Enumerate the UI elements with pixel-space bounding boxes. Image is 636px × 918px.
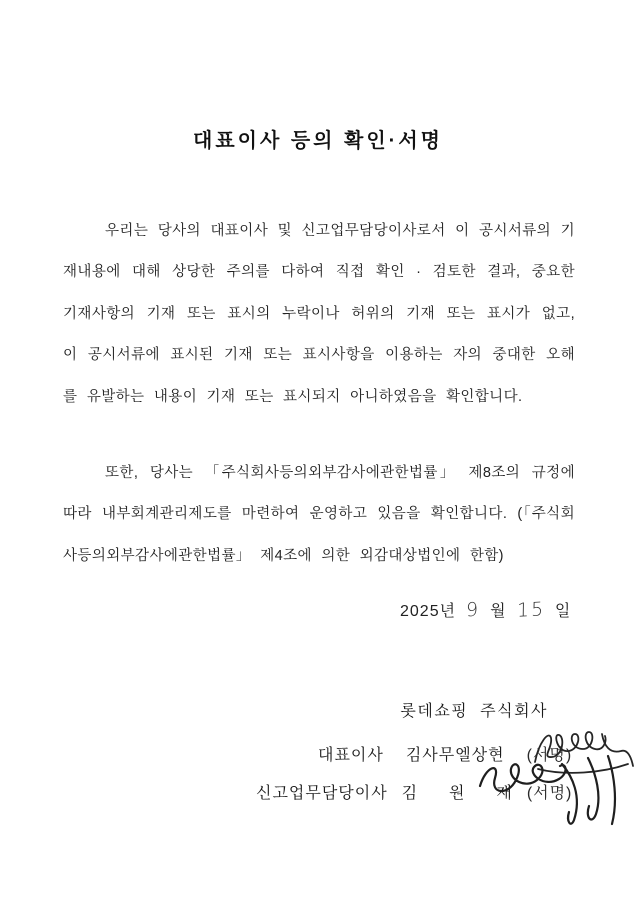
sign-label: (서명) xyxy=(526,785,573,802)
date-month-handwritten: 9 xyxy=(465,598,481,622)
signatory-role: 대표이사 xyxy=(318,747,384,764)
company-name: 롯데쇼핑 주식회사 xyxy=(400,703,548,720)
confirmation-paragraph-2: 또한, 당사는 「주식회사등의외부감사에관한법률」 제8조의 규정에 따라 내부회계관리제도를 마련하여 운영하고 있음을 확인합니다. (「주식회사등의외부감사에관한법률」 제4조에 의한 외감대상법인에 한함) xyxy=(63,464,575,564)
signatory-name: 김사무엘상현 xyxy=(405,747,505,764)
signatory-name: 김 원 재 xyxy=(401,785,513,802)
signatory-row-filing-director xyxy=(256,780,572,803)
date-day-handwritten: 15 xyxy=(516,598,545,622)
date-line xyxy=(400,598,571,621)
date-month-suffix: 월 xyxy=(490,603,507,620)
signatory-row-ceo xyxy=(318,742,572,765)
sign-label: (서명) xyxy=(526,747,573,764)
date-day-suffix: 일 xyxy=(554,603,572,620)
document-title: 대표이사 등의 확인·서명 xyxy=(193,130,443,152)
date-year: 2025년 xyxy=(400,603,457,620)
confirmation-paragraph-1: 우리는 당사의 대표이사 및 신고업무담당이사로서 이 공시서류의 기재내용에 대해 상당한 주의를 다하여 직접 확인 · 검토한 결과, 중요한 기재사항의 기재 또는 표시의 누락이나 허위의 기재 또는 표시가 없고, 이 공시서류에 표시된 기재 또는 표시사항을 이용하는 자의 중대한 오해를 유발하는 내용이 기재 또는 표시되지 아니하였음을 확인합니다. xyxy=(63,222,575,405)
signatory-role: 신고업무담당이사 xyxy=(256,785,388,802)
